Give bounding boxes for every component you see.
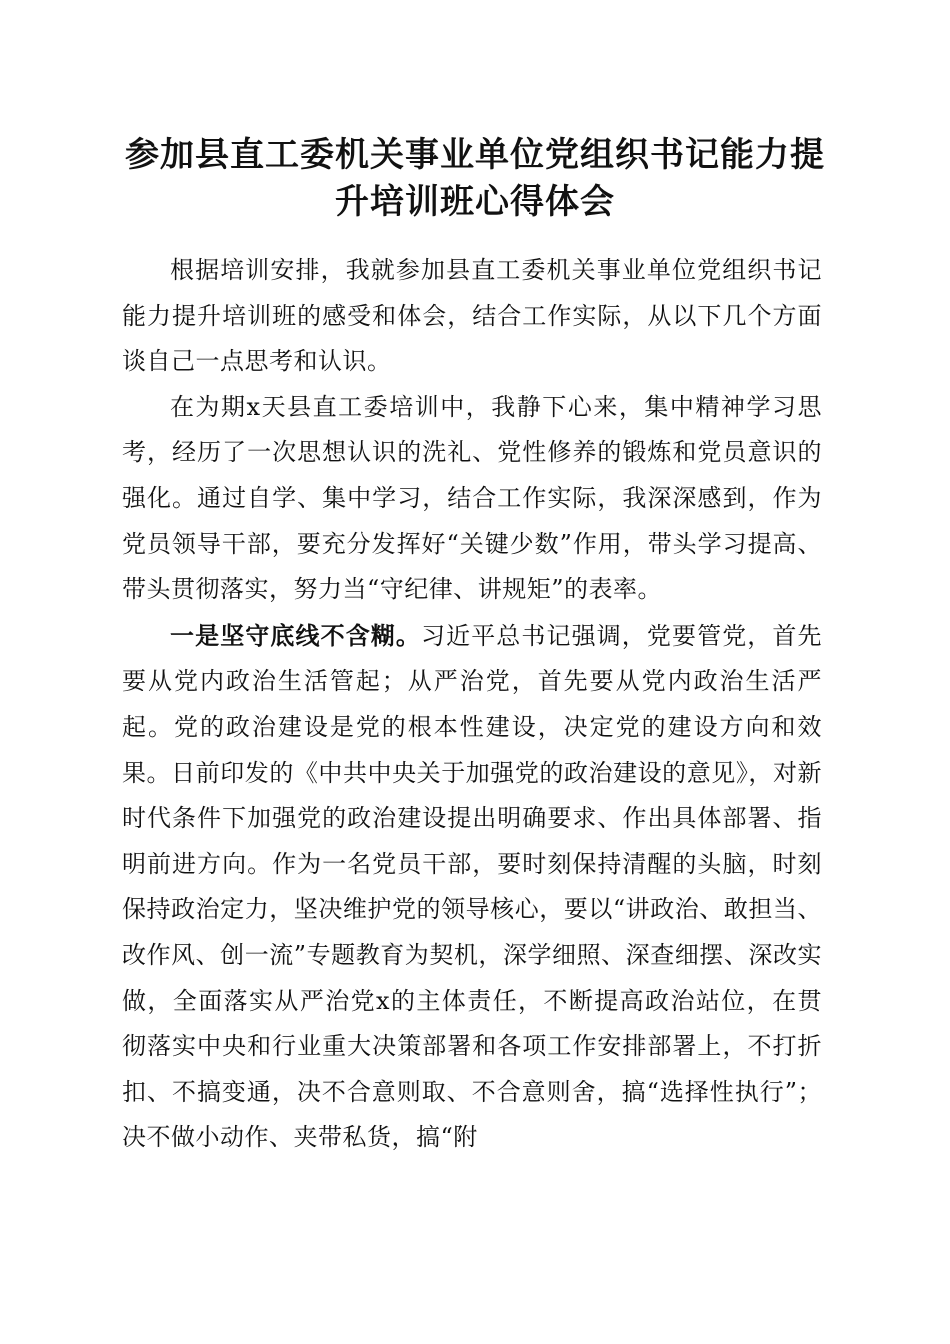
paragraph-intro-text: 根据培训安排，我就参加县直工委机关事业单位党组织书记能力提升培训班的感受和体会，结合工作实际，从以下几个方面谈自己一点思考和认识。: [122, 256, 822, 376]
paragraph-intro: [122, 248, 822, 385]
paragraph-training: [122, 385, 822, 613]
document-title: 参加县直工委机关事业单位党组织书记能力提升培训班心得体会: [125, 135, 825, 222]
paragraph-point-one-lead: 一是坚守底线不含糊。: [170, 620, 421, 650]
paragraph-training-text: 在为期x天县直工委培训中，我静下心来，集中精神学习思考，经历了一次思想认识的洗礼、党性修养的锻炼和党员意识的强化。通过自学、集中学习，结合工作实际，我深深感到，作为党员领导干部，要充分发挥好“关键少数”作用，带头学习提高、带头贯彻落实，努力当“守纪律、讲规矩”的表率。: [122, 392, 822, 604]
paragraph-point-one: [122, 613, 822, 1161]
document-body: [122, 248, 822, 1161]
paragraph-point-one-text: 习近平总书记强调，党要管党，首先要从党内政治生活管起；从严治党，首先要从党内政治生活严起。党的政治建设是党的根本性建设，决定党的建设方向和效果。日前印发的《中共中央关于加强党的政治建设的意见》，对新时代条件下加强党的政治建设提出明确要求、作出具体部署、指明前进方向。作为一名党员干部，要时刻保持清醒的头脑，时刻保持政治定力，坚决维护党的领导核心，要以“讲政治、敢担当、改作风、创一流”专题教育为契机，深学细照、深查细摆、深改实做，全面落实从严治党x的主体责任，不断提高政治站位，在贯彻落实中央和行业重大决策部署和各项工作安排部署上，不打折扣、不搞变通，决不合意则取、不合意则舍，搞“选择性执行”；决不做小动作、夹带私货，搞“附: [122, 621, 822, 1152]
